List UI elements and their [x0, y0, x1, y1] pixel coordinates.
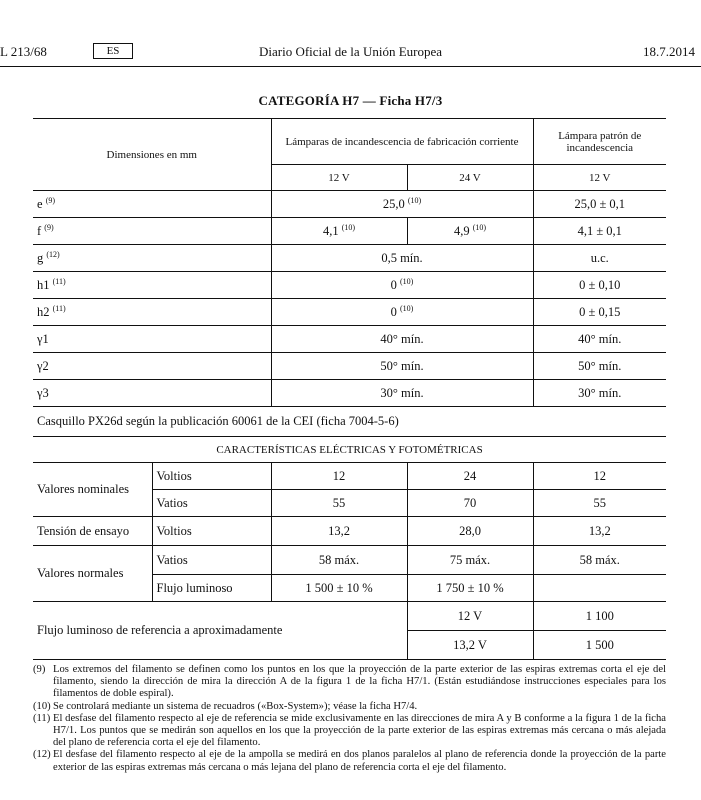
table-row: Flujo luminoso 1 500 ± 10 % 1 750 ± 10 % — [33, 575, 666, 602]
table-row: Flujo luminoso de referencia a aproximadamente 12 V 1 100 — [33, 602, 666, 631]
specification-table — [33, 118, 666, 660]
table-row: Valores nominales Voltios 12 24 12 — [33, 463, 666, 490]
sheet-title: CATEGORÍA H7 — Ficha H7/3 — [258, 93, 443, 108]
standard-lamps-header: Lámparas de incandescencia de fabricación corriente — [271, 119, 533, 165]
reference-flux-label: Flujo luminoso de referencia a aproximadamente — [33, 602, 407, 660]
dimensions-header: Dimensiones en mm — [33, 119, 271, 191]
language-badge: ES — [93, 43, 133, 59]
reference-lamp-header: Lámpara patrón de incandescencia — [533, 119, 666, 165]
cap-row: Casquillo PX26d según la publicación 60061 de la CEI (ficha 7004-5-6) — [33, 407, 666, 437]
footnotes — [33, 664, 666, 774]
table-row: 13,2 V 1 500 — [33, 631, 666, 660]
footnote: (10) Se controlará mediante un sistema de recuadros («Box-System»); véase la ficha H7/4. — [33, 700, 418, 712]
category-label: CATEGORÍA H7 — [258, 93, 360, 108]
journal-title: Diario Oficial de la Unión Europea — [258, 44, 442, 59]
publication-date: 18.7.2014 — [643, 44, 695, 59]
table-row: f $^{(9)}$ 4,1 $^{(10)}$ 4,9 $^{(10)}$ 4,1 ± 0,1 — [33, 218, 666, 245]
voltage-24-header: 24 V — [407, 165, 533, 191]
normal-values-label: Valores normales — [33, 546, 152, 602]
footnote: (12) El desfase del filamento respecto al eje de la ampolla se medirá en dos planos paralelos al plano de referencia donde la proyección de la parte exterior de las espiras extremas más cercana o más lejana del plano de referencia corta el eje del filamento. — [33, 749, 666, 773]
table-row: Valores normales Vatios 58 máx. 75 máx. 58 máx. — [33, 546, 666, 575]
footnote: (9) Los extremos del filamento se definen como los puntos en los que la proyección de la parte exterior de las espiras extremas corta el eje del filamento, siendo la dirección de mira la dirección A de la figura 1 de la ficha H7/1. (Están estudiándose instrucciones especiales para los filamentos de doble espiral). — [33, 664, 666, 700]
header-divider — [0, 66, 701, 67]
page-header — [0, 40, 701, 68]
footnote: (11) El desfase del filamento respecto al eje de referencia se mide exclusivamente en las direcciones de mira A y B conforme a la figura 1 de la ficha H7/1. Los puntos que se medirán son aquellos en los que la proyección de la parte exterior de las espiras extremas más cercana o más alejada del plano de referencia corta el eje del filamento. — [33, 712, 666, 749]
table-row: h1 $^{(11)}$ 0 $^{(10)}$ 0 ± 0,10 — [33, 272, 666, 299]
voltage-12-header: 12 V — [271, 165, 407, 191]
page-reference: L 213/68 — [0, 44, 47, 59]
table-row: Tensión de ensayo Voltios 13,2 28,0 13,2 — [33, 517, 666, 546]
table-row: Vatios 55 70 55 — [33, 490, 666, 517]
table-row: γ1 40° mín. 40° mín. — [33, 326, 666, 353]
table-row: g $^{(12)}$ 0,5 mín. u.c. — [33, 245, 666, 272]
table-row: γ3 30° mín. 30° mín. — [33, 380, 666, 407]
table-row: e $^{(9)}$ 25,0 $^{(10)}$ 25,0 ± 0,1 — [33, 191, 666, 218]
nominal-values-label: Valores nominales — [33, 463, 152, 517]
sheet-label: Ficha H7/3 — [379, 93, 443, 108]
electrical-section-header: CARACTERÍSTICAS ELÉCTRICAS Y FOTOMÉTRICAS — [33, 437, 666, 463]
table-row: h2 $^{(11)}$ 0 $^{(10)}$ 0 ± 0,15 — [33, 299, 666, 326]
table-row: γ2 50° mín. 50° mín. — [33, 353, 666, 380]
voltage-12-ref-header: 12 V — [533, 165, 666, 191]
test-voltage-label: Tensión de ensayo — [33, 517, 152, 546]
